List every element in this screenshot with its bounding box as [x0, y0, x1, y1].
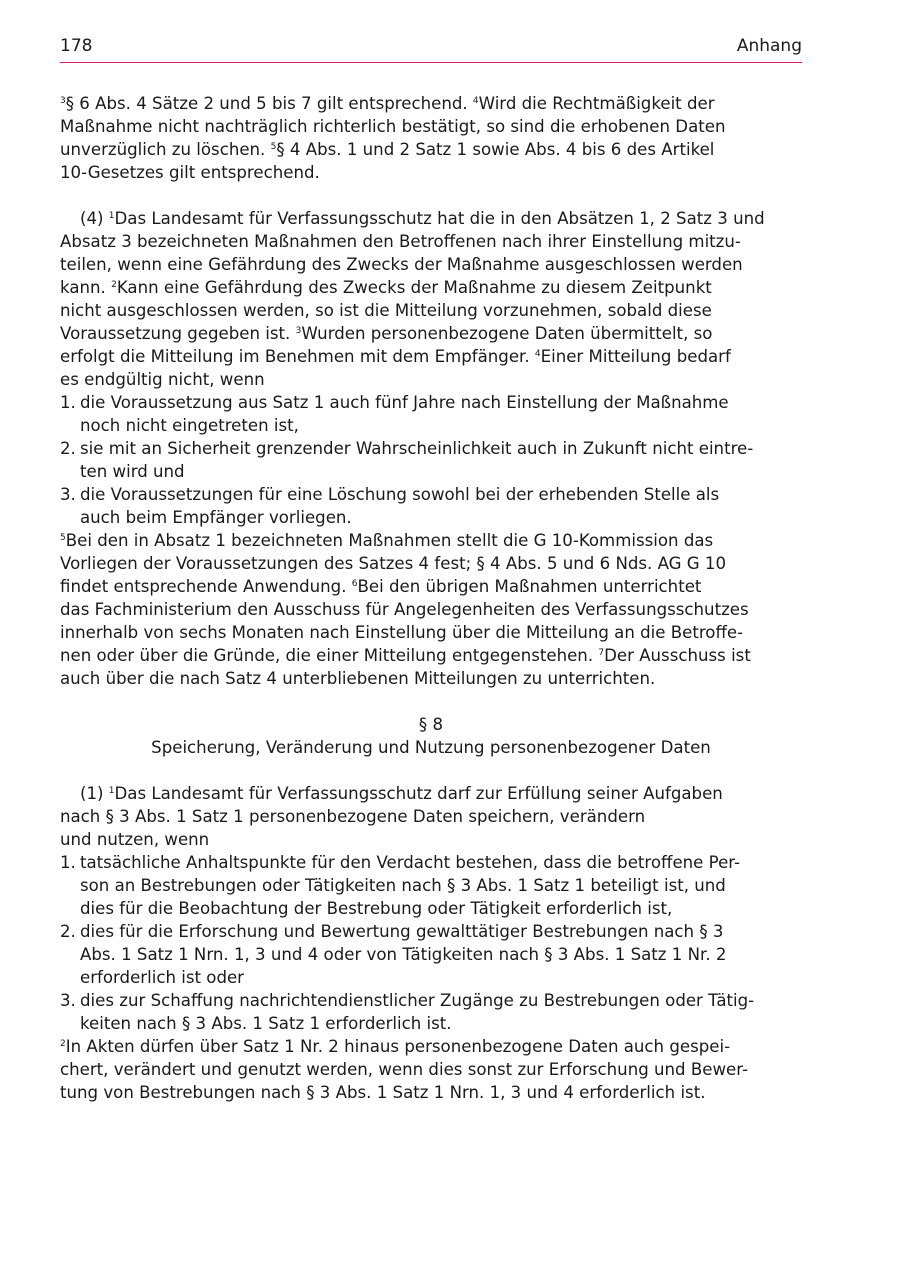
list-item-line [60, 391, 802, 414]
text-segment: ten wird und [80, 462, 185, 481]
text-segment: das Fachministerium den Ausschuss für Angelegenheiten des Verfassungsschutzes [60, 600, 749, 619]
text-segment: nicht ausgeschlossen werden, so ist die Mitteilung vorzunehmen, sobald diese [60, 301, 712, 320]
section-heading-line [60, 713, 802, 736]
paragraph-gap [60, 759, 802, 782]
text-segment: § 8 [418, 715, 444, 734]
text-segment: Maßnahme nicht nachträglich richterlich bestätigt, so sind die erhobenen Daten [60, 117, 726, 136]
text-line [60, 529, 802, 552]
text-segment: erfolgt die Mitteilung im Benehmen mit dem Empfänger. [60, 347, 535, 366]
text-segment: § 6 Abs. 4 Sätze 2 und 5 bis 7 gilt entsprechend. [65, 94, 473, 113]
text-segment: son an Bestrebungen oder Tätigkeiten nach § 3 Abs. 1 Satz 1 beteiligt ist, und [80, 876, 726, 895]
text-segment: tung von Bestrebungen nach § 3 Abs. 1 Satz 1 Nrn. 1, 3 und 4 erforderlich ist. [60, 1083, 706, 1102]
list-item-number: 3. [60, 485, 76, 504]
page-number: 178 [60, 36, 93, 56]
text-line [60, 115, 802, 138]
text-line [60, 575, 802, 598]
text-line [60, 92, 802, 115]
text-segment: Einer Mitteilung bedarf [540, 347, 731, 366]
sentence-number: 4 [472, 96, 479, 106]
sentence-number: 6 [351, 579, 358, 589]
section-heading-line [60, 736, 802, 759]
text-line [60, 1035, 802, 1058]
text-segment: Bei den in Absatz 1 bezeichneten Maßnahmen stellt die G 10-Kommission das [65, 531, 714, 550]
sentence-number: 1 [108, 211, 115, 221]
text-line [60, 230, 802, 253]
text-segment: findet entsprechende Anwendung. [60, 577, 352, 596]
text-segment: (4) [80, 209, 109, 228]
list-item-line [60, 437, 802, 460]
text-segment: 10-Gesetzes gilt entsprechend. [60, 163, 320, 182]
text-line [60, 161, 802, 184]
text-segment: chert, verändert und genutzt werden, wenn dies sonst zur Erforschung und Bewer- [60, 1060, 748, 1079]
text-segment: die Voraussetzungen für eine Löschung sowohl bei der erhebenden Stelle als [80, 485, 720, 504]
text-segment: Das Landesamt für Verfassungsschutz hat die in den Absätzen 1, 2 Satz 3 und [114, 209, 765, 228]
text-segment: Speicherung, Veränderung und Nutzung personenbezogener Daten [151, 738, 711, 757]
text-segment: Abs. 1 Satz 1 Nrn. 1, 3 und 4 oder von Tätigkeiten nach § 3 Abs. 1 Satz 1 Nr. 2 [80, 945, 727, 964]
text-line [60, 598, 802, 621]
text-line [60, 345, 802, 368]
text-segment: dies für die Erforschung und Bewertung gewalttätiger Bestrebungen nach § 3 [80, 922, 724, 941]
text-line [60, 805, 802, 828]
text-line [60, 253, 802, 276]
text-line [60, 138, 802, 161]
text-segment: In Akten dürfen über Satz 1 Nr. 2 hinaus personenbezogene Daten auch gespei- [65, 1037, 731, 1056]
text-segment: Vorliegen der Voraussetzungen des Satzes 4 fest; § 4 Abs. 5 und 6 Nds. AG G 10 [60, 554, 727, 573]
text-segment: kann. [60, 278, 112, 297]
text-segment: Bei den übrigen Maßnahmen unterrichtet [357, 577, 702, 596]
text-segment: Das Landesamt für Verfassungsschutz darf zur Erfüllung seiner Aufgaben [114, 784, 723, 803]
sentence-number: 5 [270, 142, 277, 152]
list-item-continuation [60, 874, 802, 897]
text-segment: Voraussetzung gegeben ist. [60, 324, 296, 343]
list-item-continuation [60, 897, 802, 920]
text-segment: es endgültig nicht, wenn [60, 370, 265, 389]
text-segment: Der Ausschuss ist [604, 646, 751, 665]
list-item-number: 2. [60, 922, 76, 941]
page-header [60, 34, 802, 63]
text-segment: erforderlich ist oder [80, 968, 245, 987]
text-segment: nach § 3 Abs. 1 Satz 1 personenbezogene Daten speichern, verändern [60, 807, 646, 826]
list-item-number: 2. [60, 439, 76, 458]
text-line [60, 552, 802, 575]
sentence-number: 3 [295, 326, 302, 336]
text-segment: und nutzen, wenn [60, 830, 210, 849]
list-item-number: 1. [60, 853, 76, 872]
sentence-number: 4 [534, 349, 541, 359]
text-segment: noch nicht eingetreten ist, [80, 416, 299, 435]
list-item-continuation [60, 460, 802, 483]
paragraph-gap [60, 690, 802, 713]
list-item-continuation [60, 414, 802, 437]
list-item-line [60, 851, 802, 874]
paragraph-gap [60, 184, 802, 207]
text-segment: nen oder über die Gründe, die einer Mitteilung entgegenstehen. [60, 646, 599, 665]
text-segment: sie mit an Sicherheit grenzender Wahrscheinlichkeit auch in Zukunft nicht eintre- [80, 439, 754, 458]
body-text [60, 92, 802, 1104]
text-line [60, 1081, 802, 1104]
list-item-number: 3. [60, 991, 76, 1010]
sentence-number: 1 [108, 786, 115, 796]
text-segment: teilen, wenn eine Gefährdung des Zwecks der Maßnahme ausgeschlossen werden [60, 255, 743, 274]
list-item-number: 1. [60, 393, 76, 412]
text-segment: Wird die Rechtmäßigkeit der [478, 94, 715, 113]
text-line [60, 828, 802, 851]
text-line [60, 1058, 802, 1081]
text-segment: Wurden personenbezogene Daten übermittelt, so [301, 324, 713, 343]
list-item-line [60, 989, 802, 1012]
text-segment: unverzüglich zu löschen. [60, 140, 271, 159]
sentence-number: 3 [60, 96, 66, 106]
text-segment: auch über die nach Satz 4 unterbliebenen Mitteilungen zu unterrichten. [60, 669, 656, 688]
text-segment: die Voraussetzung aus Satz 1 auch fünf Jahre nach Einstellung der Maßnahme [80, 393, 729, 412]
sentence-number: 2 [111, 280, 117, 290]
list-item-continuation [60, 943, 802, 966]
text-segment: § 4 Abs. 1 und 2 Satz 1 sowie Abs. 4 bis 6 des Artikel [276, 140, 715, 159]
text-line [60, 368, 802, 391]
text-segment: dies für die Beobachtung der Bestrebung oder Tätigkeit erforderlich ist, [80, 899, 673, 918]
list-item-continuation [60, 1012, 802, 1035]
text-segment: keiten nach § 3 Abs. 1 Satz 1 erforderlich ist. [80, 1014, 452, 1033]
list-item-continuation [60, 506, 802, 529]
text-segment: Kann eine Gefährdung des Zwecks der Maßnahme zu diesem Zeitpunkt [116, 278, 712, 297]
text-segment: auch beim Empfänger vorliegen. [80, 508, 352, 527]
list-item-line [60, 483, 802, 506]
sentence-number: 5 [60, 533, 66, 543]
text-line [60, 621, 802, 644]
paragraph-start-line [60, 782, 802, 805]
text-segment: (1) [80, 784, 109, 803]
sentence-number: 7 [598, 648, 605, 658]
paragraph-start-line [60, 207, 802, 230]
sentence-number: 2 [60, 1039, 66, 1049]
text-line [60, 644, 802, 667]
text-segment: dies zur Schaffung nachrichtendienstlicher Zugänge zu Bestrebungen oder Tätig- [80, 991, 755, 1010]
list-item-line [60, 920, 802, 943]
text-line [60, 276, 802, 299]
text-segment: tatsächliche Anhaltspunkte für den Verdacht bestehen, dass die betroffene Per- [80, 853, 741, 872]
section-label: Anhang [736, 36, 802, 56]
text-segment: Absatz 3 bezeichneten Maßnahmen den Betroffenen nach ihrer Einstellung mitzu- [60, 232, 741, 251]
text-line [60, 667, 802, 690]
text-segment: innerhalb von sechs Monaten nach Einstellung über die Mitteilung an die Betroffe- [60, 623, 744, 642]
text-line [60, 299, 802, 322]
list-item-continuation [60, 966, 802, 989]
text-line [60, 322, 802, 345]
